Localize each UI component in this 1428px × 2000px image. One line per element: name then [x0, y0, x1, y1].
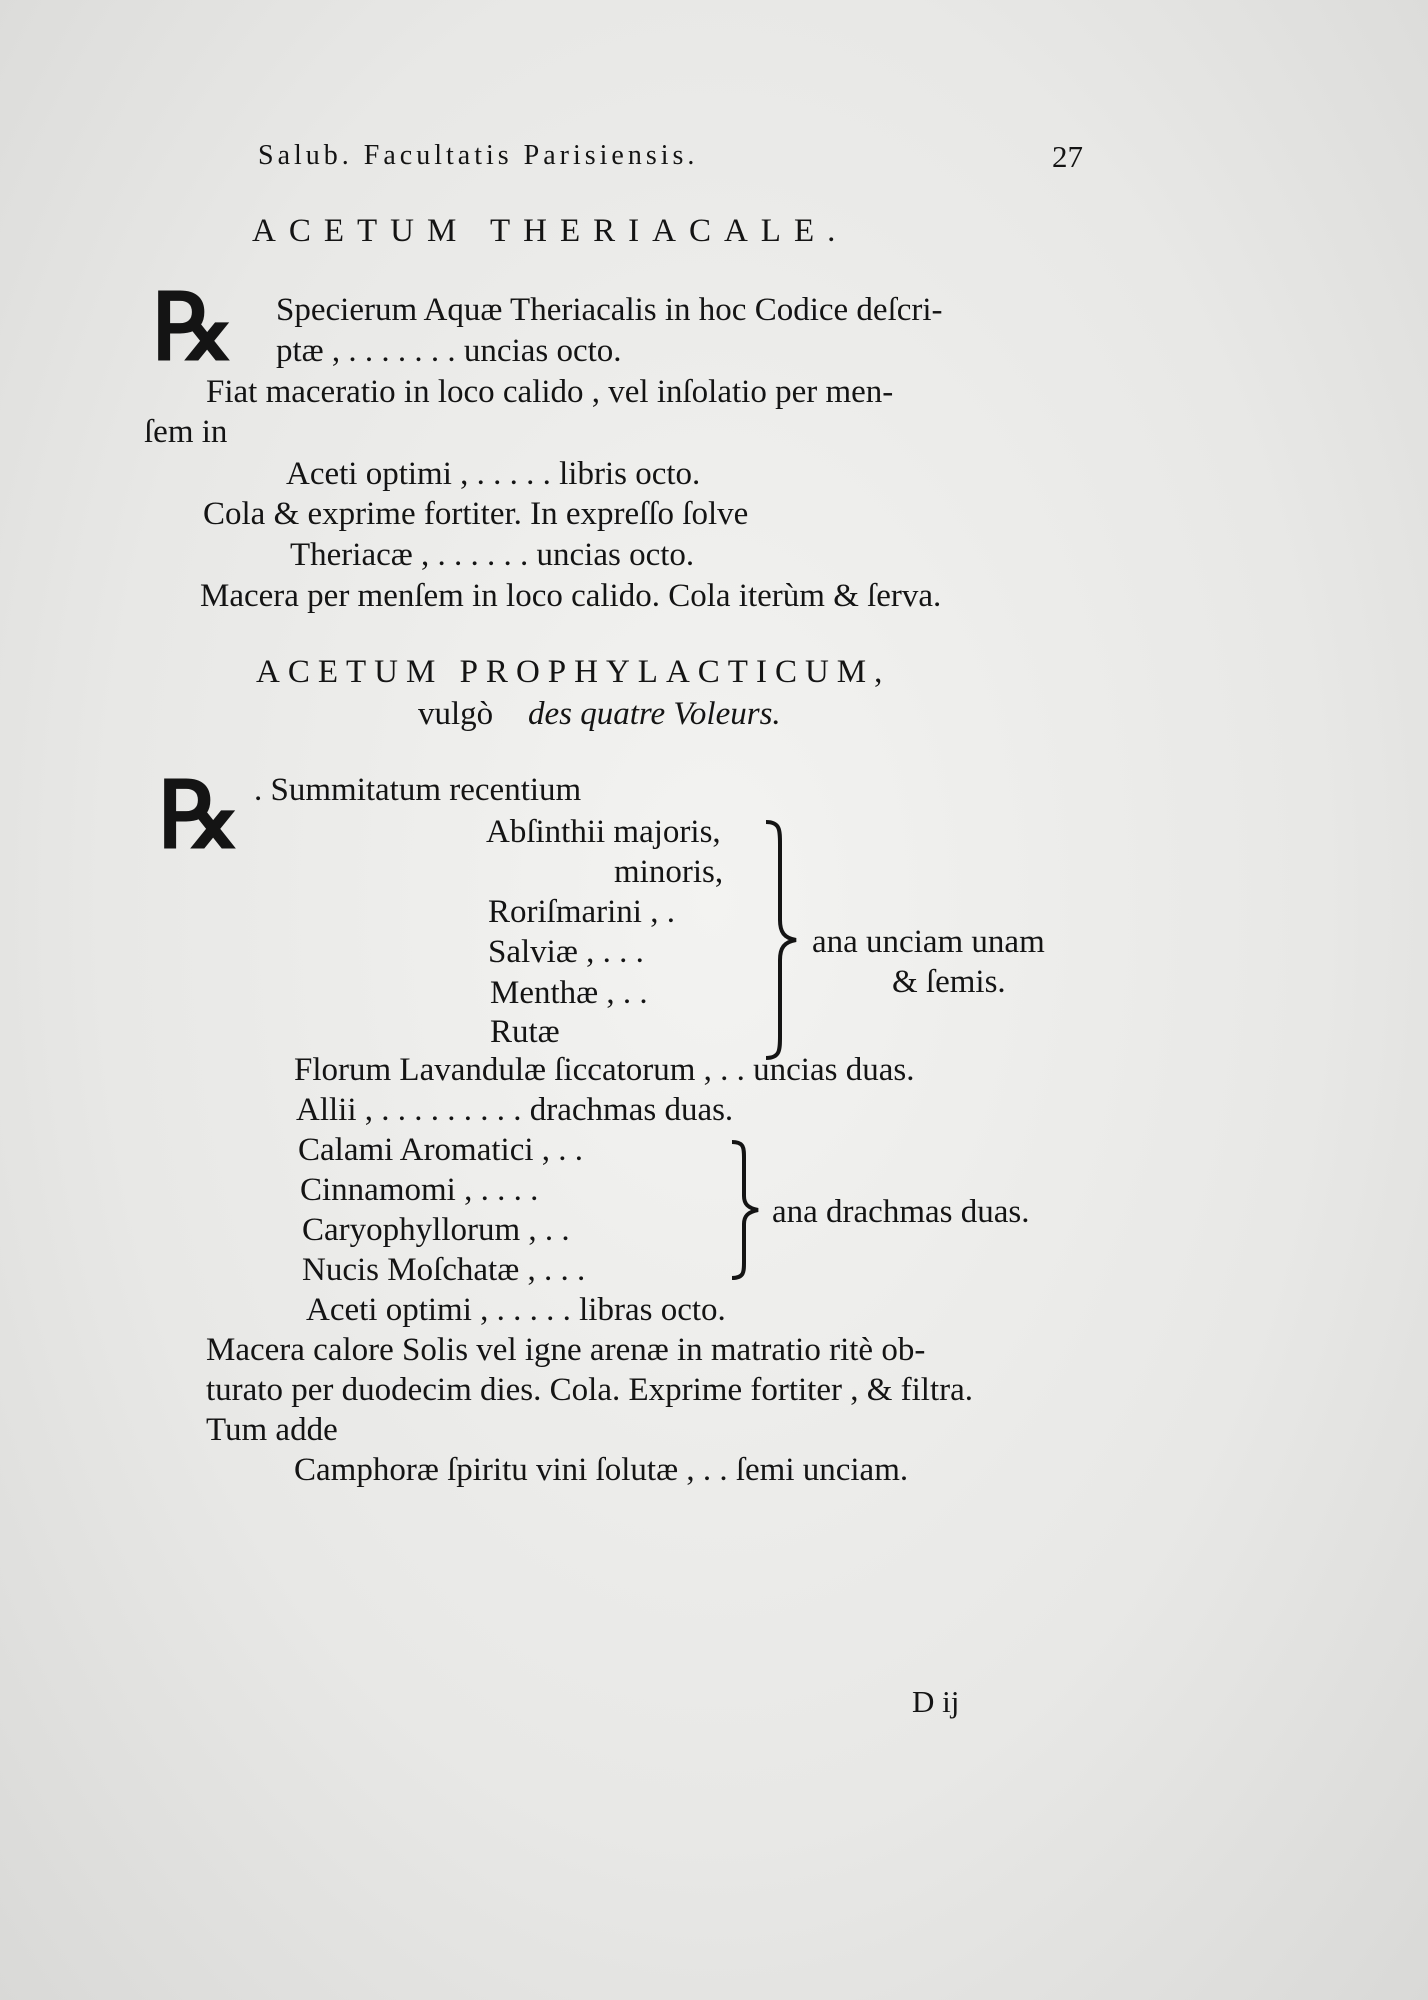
subtitle-plain: vulgò — [418, 696, 494, 732]
ingredient: minoris, — [614, 854, 724, 890]
text-line: ptæ , . . . . . . . uncias octo. — [276, 333, 622, 369]
brace-icon — [728, 1140, 764, 1280]
text-line: . Summitatum recentium — [254, 772, 582, 808]
ingredient: Rutæ — [490, 1014, 560, 1050]
dose-text: ana drachmas duas. — [772, 1194, 1030, 1230]
ingredient: Roriſmarini , . — [488, 894, 675, 930]
text-line: Specierum Aquæ Theriacalis in hoc Codice deſcri- — [276, 292, 943, 328]
running-title: Salub. Facultatis Parisiensis. — [258, 140, 699, 171]
text-line: Aceti optimi , . . . . . libris octo. — [286, 456, 701, 492]
dose-text: & ſemis. — [892, 964, 1006, 1000]
text-line: Macera per menſem in loco calido. Cola iterùm & ſerva. — [200, 578, 942, 614]
ingredient: Nucis Moſchatæ , . . . — [302, 1252, 586, 1288]
text-line: Macera calore Solis vel igne arenæ in matratio ritè ob- — [206, 1332, 926, 1368]
ingredient: Abſinthii majoris, — [486, 814, 721, 850]
brace-icon — [762, 820, 802, 1060]
text-line: Camphoræ ſpiritu vini ſolutæ , . . ſemi unciam. — [294, 1452, 909, 1488]
ingredient: Salviæ , . . . — [488, 934, 644, 970]
text-line: Cola & exprime fortiter. In expreſſo ſolve — [203, 496, 749, 532]
ingredient: Cinnamomi , . . . . — [300, 1172, 539, 1208]
section-title-prophylacticum: ACETUM PROPHYLACTICUM, — [256, 654, 891, 690]
text-line: Aceti optimi , . . . . . libras octo. — [306, 1292, 726, 1328]
ingredient: Caryophyllorum , . . — [302, 1212, 570, 1248]
ingredient: Calami Aromatici , . . — [298, 1132, 584, 1168]
subtitle-italic: des quatre Voleurs. — [528, 696, 781, 732]
page-number: 27 — [1052, 139, 1083, 174]
text-line: Theriacæ , . . . . . . uncias octo. — [290, 537, 695, 573]
recipe-symbol: ℞ — [158, 765, 241, 867]
section-title-theriacale: ACETUM THERIACALE. — [252, 213, 849, 249]
signature-mark: D ij — [912, 1684, 960, 1719]
ingredient: Menthæ , . . — [490, 975, 648, 1011]
dose-text: ana unciam unam — [812, 924, 1045, 960]
text-line: ſem in — [144, 414, 228, 450]
recipe-symbol: ℞ — [152, 277, 235, 379]
text-line: Fiat maceratio in loco calido , vel inſolatio per men- — [206, 374, 894, 410]
text-line: Tum adde — [206, 1412, 338, 1448]
text-line: Florum Lavandulæ ſiccatorum , . . uncias duas. — [294, 1052, 915, 1088]
text-line: Allii , . . . . . . . . . drachmas duas. — [296, 1092, 734, 1128]
text-line: turato per duodecim dies. Cola. Exprime fortiter , & filtra. — [206, 1372, 974, 1408]
